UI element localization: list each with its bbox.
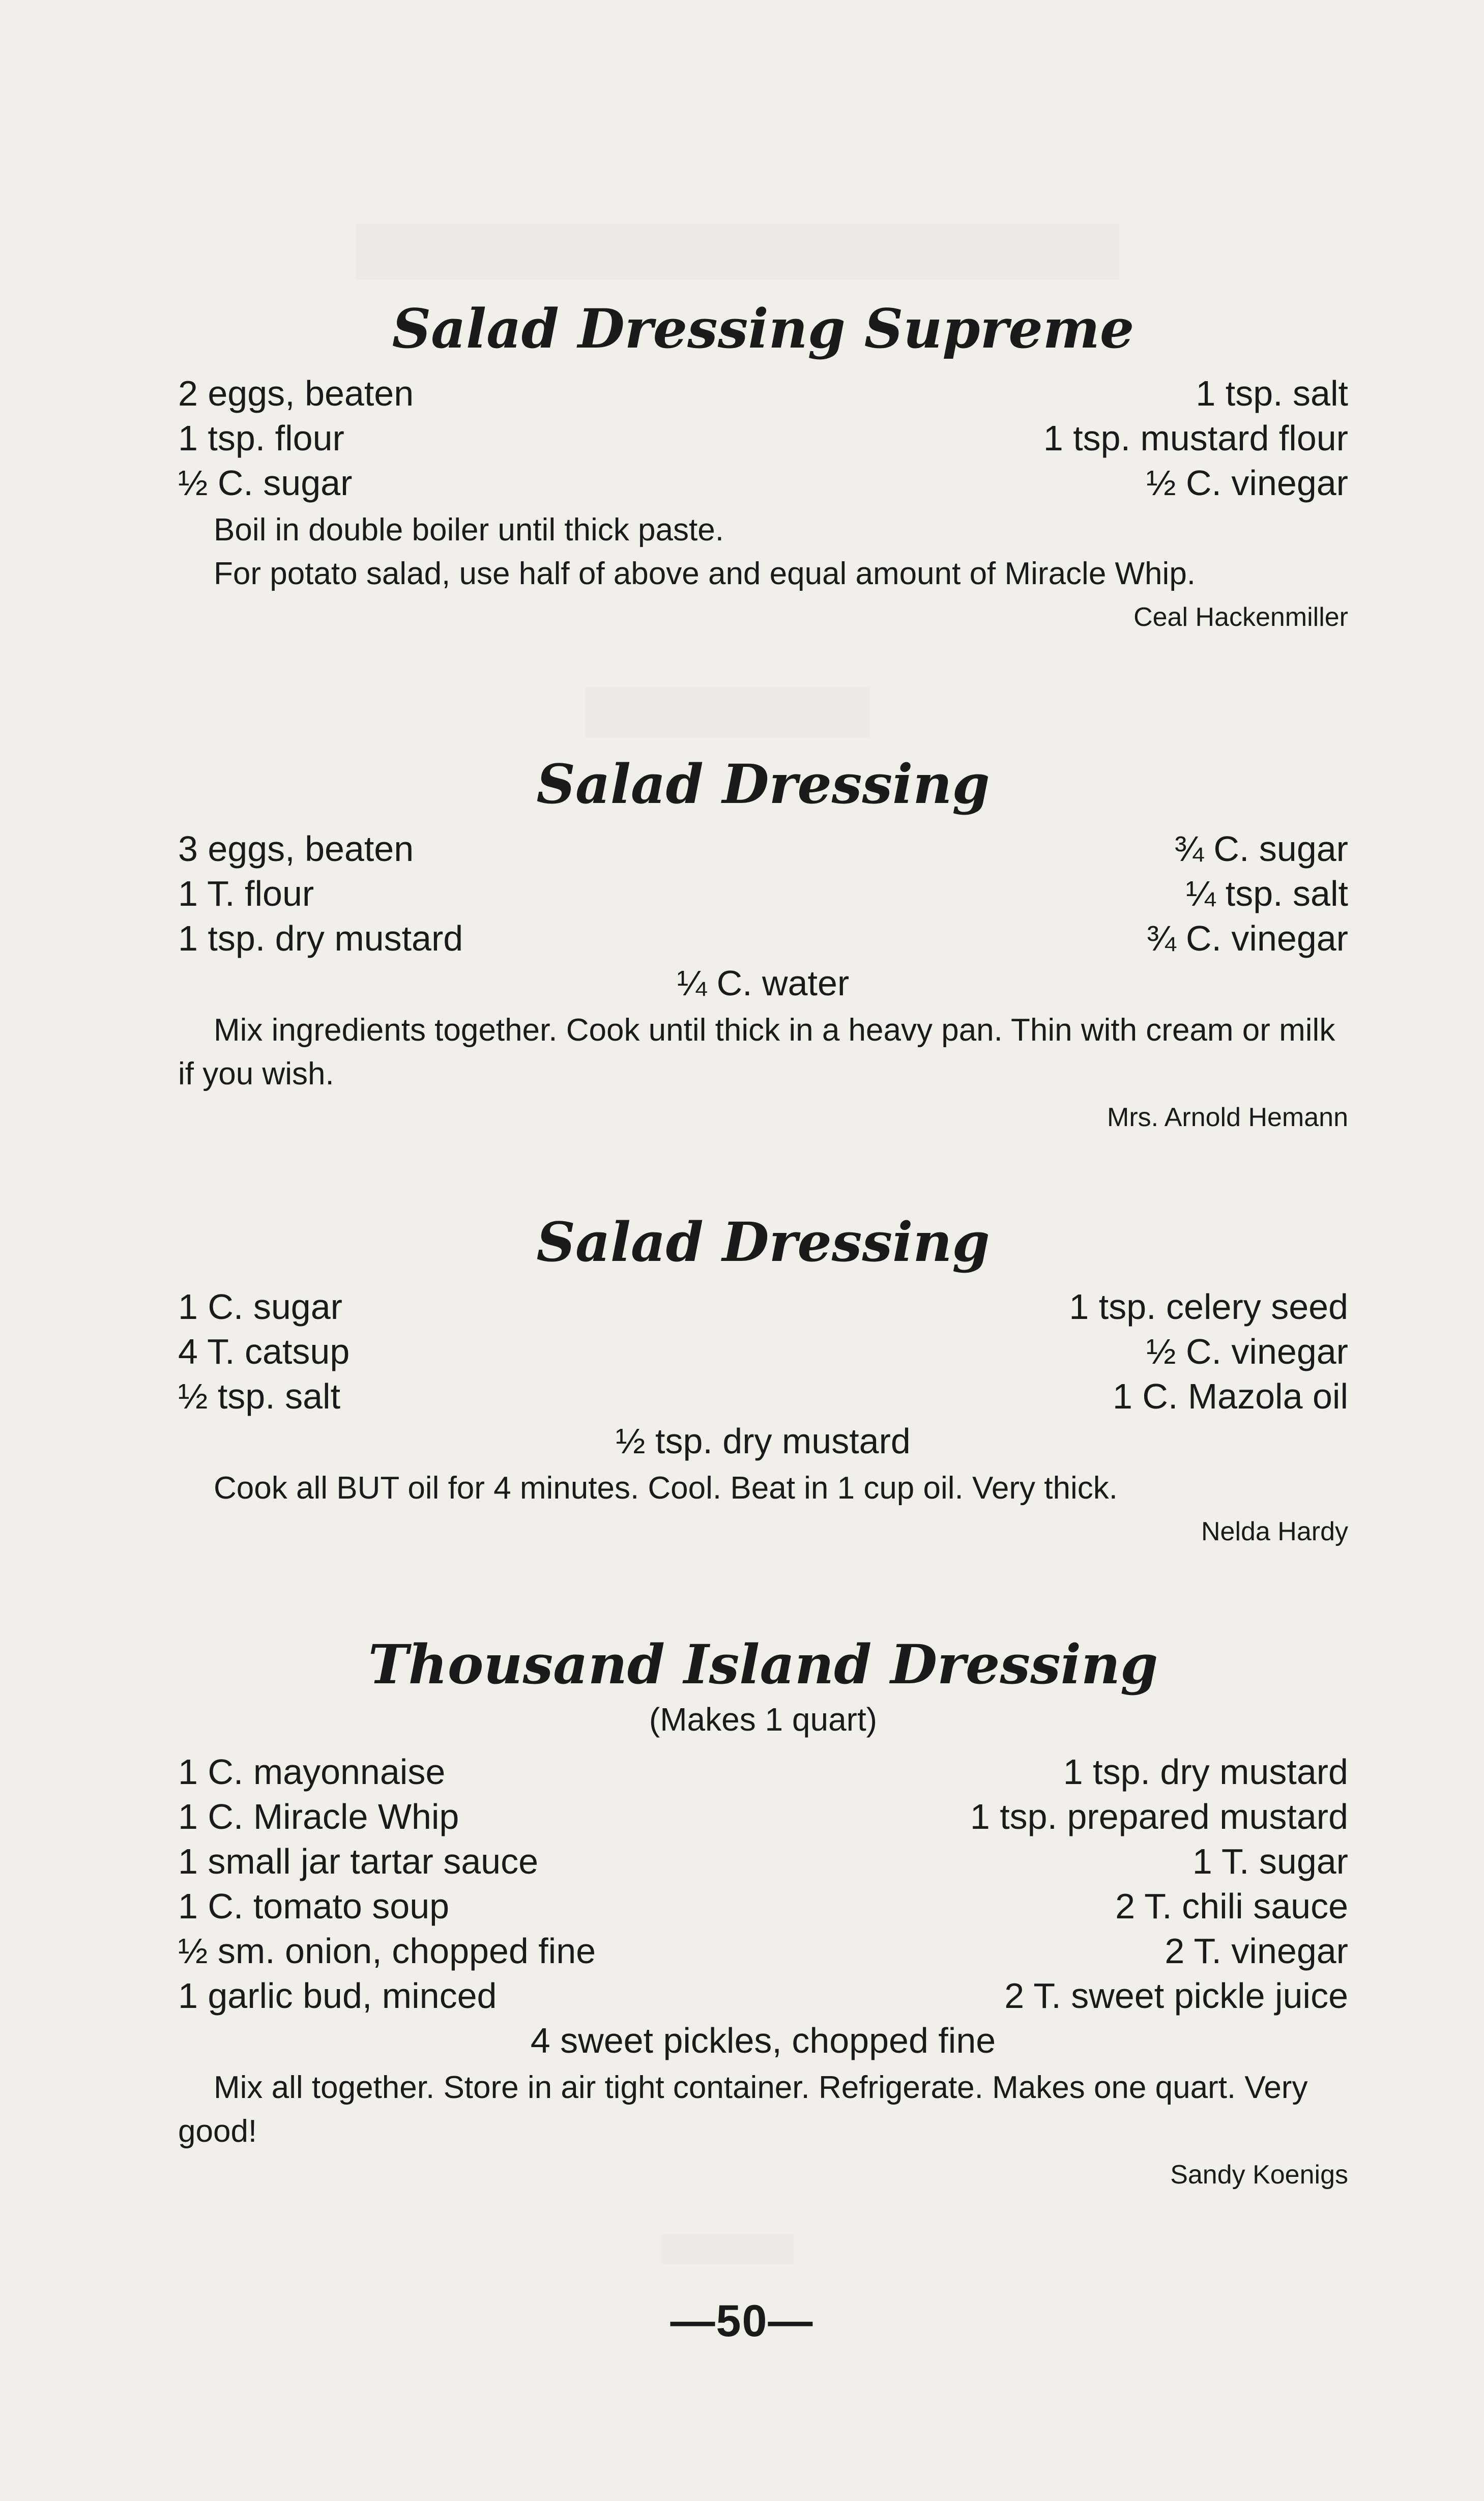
ingredient: 4 T. catsup [178,1331,350,1371]
ingredient: 1 tsp. mustard flour [1043,418,1348,458]
instruction-line: For potato salad, use half of above and equal amount of Miracle Whip. [214,556,1196,591]
ingredient: 1 tsp. dry mustard [178,918,463,958]
ingredient: 1 tsp. flour [178,418,344,458]
ingredient-center: ¼ C. water [677,963,850,1003]
instructions [178,1009,1348,1096]
ingredient-center: 4 sweet pickles, chopped fine [530,2020,996,2060]
ingredient-columns [178,1284,1348,1419]
recipe-credit: Nelda Hardy [1201,1516,1348,1546]
instructions [178,2066,1348,2153]
ingredients-right [1069,1284,1348,1419]
ingredient: ½ tsp. salt [178,1376,341,1416]
ingredients-right [970,1749,1348,2018]
ingredients-left [178,371,414,505]
ingredient: 1 tsp. dry mustard [1063,1751,1348,1792]
ingredient: 2 T. chili sauce [1115,1886,1348,1926]
recipe-credit: Sandy Koenigs [1170,2160,1348,2190]
recipe-salad-dressing-1 [178,753,1348,1133]
ingredient: 1 tsp. salt [1196,373,1348,413]
ingredients-right [1146,826,1348,961]
recipe-title: Salad Dressing Supreme [392,297,1134,360]
ingredient-columns [178,826,1348,961]
ingredient: 1 C. Miracle Whip [178,1796,459,1836]
ingredient: 2 T. sweet pickle juice [1004,1975,1348,2016]
ingredient: 2 T. vinegar [1165,1931,1348,1971]
bleed-through-mark [356,224,1119,280]
recipe-credit: Ceal Hackenmiller [1133,602,1348,632]
ingredient: ½ C. sugar [178,463,353,503]
ingredients-left [178,1749,596,2018]
instruction-line: Cook all BUT oil for 4 minutes. Cool. Beat in 1 cup oil. Very thick. [214,1470,1118,1506]
bleed-through-mark [661,2234,794,2264]
recipe-salad-dressing-2 [178,1211,1348,1547]
ingredient: 1 tsp. celery seed [1069,1286,1348,1327]
ingredient: 1 tsp. prepared mustard [970,1796,1348,1836]
ingredient: ½ C. vinegar [1146,1331,1348,1371]
ingredients-left [178,826,463,961]
ingredient: 1 small jar tartar sauce [178,1841,539,1881]
ingredient-columns [178,371,1348,505]
recipe-yield: (Makes 1 quart) [649,1701,878,1738]
recipe-credit: Mrs. Arnold Hemann [1107,1102,1348,1132]
recipe-thousand-island-dressing [178,1633,1348,2190]
instruction-line: Boil in double boiler until thick paste. [214,512,724,548]
instructions [178,1467,1348,1510]
ingredient: 1 C. mayonnaise [178,1751,446,1792]
ingredient: 1 T. sugar [1192,1841,1348,1881]
ingredient: 3 eggs, beaten [178,828,414,869]
ingredient-columns [178,1749,1348,2018]
instruction-line: Mix all together. Store in air tight container. Refrigerate. Makes one quart. Very good! [178,2069,1308,2149]
ingredient: ¼ tsp. salt [1185,873,1348,913]
ingredient: 1 C. Mazola oil [1113,1376,1348,1416]
ingredient: 1 garlic bud, minced [178,1975,497,2016]
ingredient: ½ sm. onion, chopped fine [178,1931,596,1971]
recipe-salad-dressing-supreme [178,298,1348,633]
recipe-title: Salad Dressing [536,1210,990,1274]
recipe-title: Salad Dressing [536,752,990,816]
page-number: —50— [670,2295,814,2346]
ingredient: 1 C. sugar [178,1286,342,1327]
ingredient: ¾ C. sugar [1174,828,1348,869]
ingredient: 2 eggs, beaten [178,373,414,413]
instruction-line: Mix ingredients together. Cook until thick in a heavy pan. Thin with cream or milk if you wish. [178,1012,1335,1091]
ingredients-right [1043,371,1348,505]
instructions [178,508,1348,596]
bleed-through-mark [585,687,870,738]
ingredient: ½ C. vinegar [1146,463,1348,503]
ingredient: ¾ C. vinegar [1146,918,1348,958]
ingredients-left [178,1284,350,1419]
ingredient: 1 C. tomato soup [178,1886,450,1926]
recipe-title: Thousand Island Dressing [368,1632,1158,1696]
ingredient-center: ½ tsp. dry mustard [616,1421,911,1461]
ingredient: 1 T. flour [178,873,314,913]
